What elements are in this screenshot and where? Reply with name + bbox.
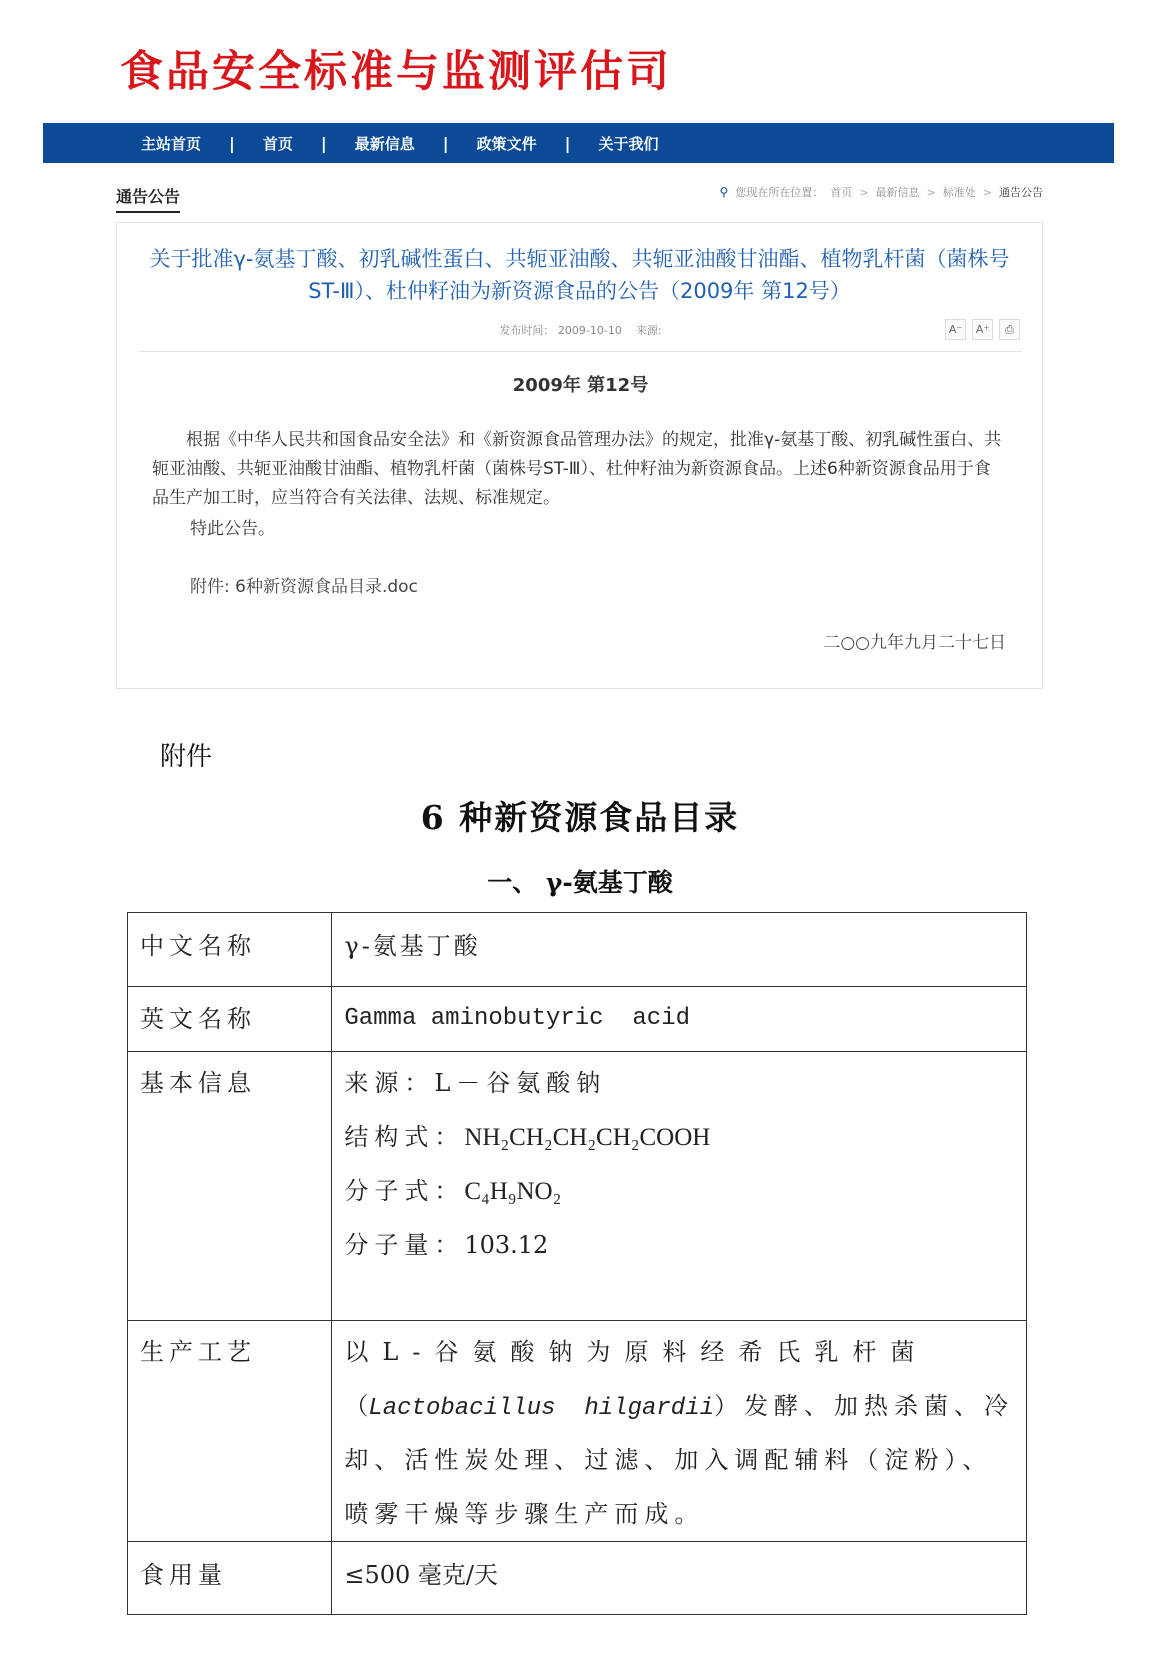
nav-separator: | <box>564 133 571 153</box>
table-key-cell <box>128 1542 332 1615</box>
table-key-cell <box>128 913 332 987</box>
appendix-heading: 附件 <box>160 742 213 772</box>
molecular-formula-row <box>344 1164 1014 1218</box>
process-line-4: 喷雾干燥等步骤生产而成。 <box>344 1500 705 1528</box>
molecular-weight-row <box>344 1218 1014 1272</box>
process-line-2 <box>344 1379 1014 1433</box>
nav-about-us[interactable]: 关于我们 <box>598 134 659 153</box>
dosage-value: ≤500 毫克/天 <box>344 1561 498 1589</box>
appendix-section-title: 一、 γ-氨基丁酸 <box>487 868 673 897</box>
article-closing: 特此公告。 <box>190 519 275 539</box>
process-paren-open: （ <box>344 1392 369 1420</box>
breadcrumb-standards-office[interactable]: 标准处 <box>942 186 976 199</box>
structure-value: NH₂CH₂CH₂CH₂COOH <box>464 1124 711 1151</box>
breadcrumb-separator: > <box>982 185 992 199</box>
location-pin-icon: ⚲ <box>719 185 729 199</box>
table-value-cell <box>332 1052 1027 1321</box>
table-key-cell <box>128 1321 332 1542</box>
print-icon[interactable]: ⎙ <box>999 319 1020 340</box>
breadcrumb-current[interactable]: 通告公告 <box>999 186 1043 199</box>
source-label: 来源： <box>344 1069 435 1097</box>
divider <box>139 351 1022 352</box>
dosage-label: 食用量 <box>140 1561 227 1589</box>
appendix-title: 6 种新资源食品目录 <box>420 798 740 837</box>
article-title: 关于批准γ-氨基丁酸、初乳碱性蛋白、共轭亚油酸、共轭亚油酸甘油酯、植物乳杆菌（菌株号ST-Ⅲ）、杜仲籽油为新资源食品的公告（2009年 第12号） <box>149 247 1010 303</box>
font-decrease-icon[interactable]: A⁻ <box>945 319 966 340</box>
article-body: 根据《中华人民共和国食品安全法》和《新资源食品管理办法》的规定，批准γ-氨基丁酸、初乳碱性蛋白、共轭亚油酸、共轭亚油酸甘油酯、植物乳杆菌（菌株号ST-Ⅲ）、杜仲籽油为新资源食品。上述6种新资源食品用于食品生产加工时，应当符合有关法律、法规、标准规定。 <box>152 430 1002 508</box>
article-tools <box>945 319 1020 340</box>
process-organism: Lactobacillus hilgardii <box>368 1395 714 1422</box>
nav-home[interactable]: 首页 <box>262 134 293 153</box>
site-title: 食品安全标准与监测评估司 <box>120 47 672 97</box>
molecular-weight-value: 103.12 <box>464 1231 549 1259</box>
nav-separator: | <box>229 133 235 153</box>
breadcrumb-separator: > <box>859 185 869 199</box>
table-value-cell <box>332 1542 1027 1615</box>
attachment-link[interactable]: 附件: 6种新资源食品目录.doc <box>190 577 418 597</box>
process-label: 生产工艺 <box>140 1338 256 1366</box>
source-label: 来源: <box>635 324 662 337</box>
molecular-formula-label: 分子式： <box>344 1177 465 1205</box>
process-line-1: 以L-谷氨酸钠为原料经希氏乳杆菌 <box>344 1338 929 1366</box>
food-info-table <box>127 912 1027 1615</box>
cn-name-label: 中文名称 <box>140 932 256 960</box>
molecular-weight-label: 分子量： <box>344 1231 465 1259</box>
process-line-2-rest: ）发酵、加热杀菌、冷 <box>714 1392 1014 1420</box>
table-row <box>128 1052 1027 1321</box>
breadcrumb-latest-info[interactable]: 最新信息 <box>875 186 920 199</box>
table-key-cell <box>128 1052 332 1321</box>
basic-info-label: 基本信息 <box>140 1069 256 1097</box>
nav-policy-documents[interactable]: 政策文件 <box>476 134 537 153</box>
breadcrumb-home[interactable]: 首页 <box>830 186 853 199</box>
article-meta <box>117 322 1044 338</box>
molecular-formula-value: C₄H₉NO₂ <box>464 1178 562 1205</box>
font-increase-icon[interactable]: A⁺ <box>972 319 993 340</box>
structure-label: 结构式： <box>344 1123 465 1151</box>
table-row <box>128 1542 1027 1615</box>
source-value: L－谷氨酸钠 <box>434 1069 607 1097</box>
table-row <box>128 913 1027 987</box>
table-row <box>128 987 1027 1052</box>
process-line-3: 却、活性炭处理、过滤、加入调配辅料（淀粉）、 <box>344 1446 993 1474</box>
main-navbar <box>43 123 1114 163</box>
article-signed-date: 二○○九年九月二十七日 <box>823 633 1006 653</box>
section-label: 通告公告 <box>116 184 180 213</box>
nav-latest-info[interactable]: 最新信息 <box>354 134 415 153</box>
table-value-cell <box>332 1321 1027 1542</box>
source-row <box>344 1056 1014 1110</box>
article-card <box>116 222 1043 689</box>
nav-separator: | <box>320 133 327 153</box>
cn-name-value: γ-氨基丁酸 <box>344 932 481 960</box>
table-value-cell <box>332 913 1027 987</box>
table-row <box>128 1321 1027 1542</box>
en-name-label: 英文名称 <box>140 1005 256 1033</box>
breadcrumb <box>720 184 1043 200</box>
table-key-cell <box>128 987 332 1052</box>
en-name-value: Gamma aminobutyric acid <box>344 1005 690 1032</box>
nav-main-site-home[interactable]: 主站首页 <box>141 134 202 153</box>
breadcrumb-prefix: 您现在所在位置： <box>735 186 824 199</box>
breadcrumb-separator: > <box>926 185 936 199</box>
document-number: 2009年 第12号 <box>512 375 649 396</box>
nav-separator: | <box>442 133 449 153</box>
table-value-cell <box>332 987 1027 1052</box>
publish-label: 发布时间： <box>499 324 555 337</box>
publish-date: 2009-10-10 <box>557 324 622 337</box>
structure-row <box>344 1110 1014 1164</box>
